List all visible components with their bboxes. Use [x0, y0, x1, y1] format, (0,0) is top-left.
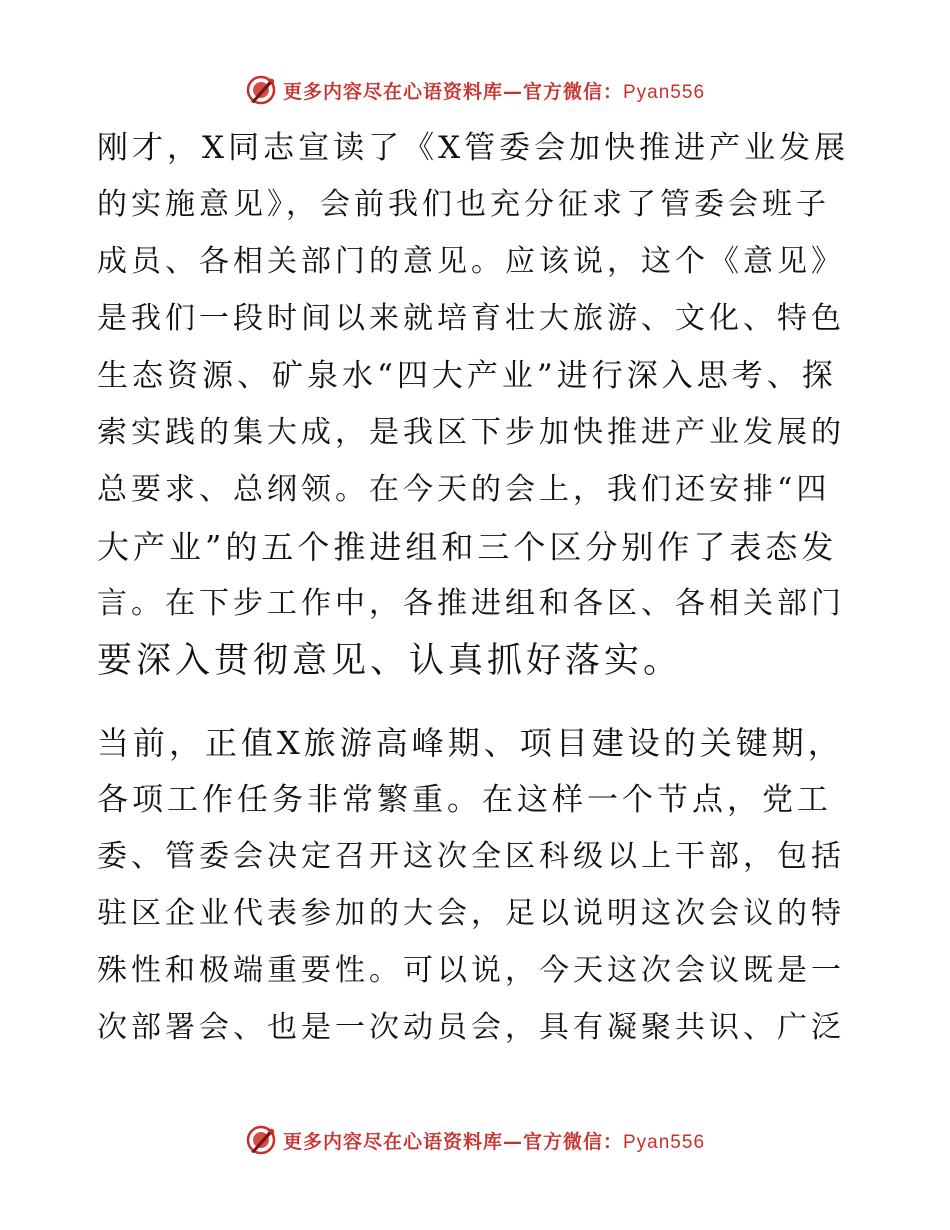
footer-banner-wechat-id: Pyan556 — [623, 1131, 706, 1153]
paragraph-2-line-4: 驻区企业代表参加的大会，足以说明这次会议的特 — [97, 896, 845, 931]
paragraph-1-line-3: 成员、各相关部门的意见。应该说，这个《意见》 — [97, 244, 845, 279]
footer-banner-dash: — — [502, 1130, 523, 1153]
paragraph-2-line-2: 各项工作任务非常繁重。在这样一个节点，党工 — [97, 782, 832, 818]
paragraph-2-line-5: 殊性和极端重要性。可以说，今天这次会议既是一 — [97, 953, 845, 988]
paragraph-1-line-1: 刚才，X同志宣读了《X管委会加快推进产业发展 — [97, 130, 850, 166]
banner-dash: — — [502, 80, 523, 103]
footer-banner-text — [283, 1127, 705, 1154]
paragraph-1-line-6: 索实践的集大成，是我区下步加快推进产业发展的 — [97, 415, 845, 450]
footer-banner-official-label: 官方微信： — [522, 1130, 623, 1153]
banner-official-label: 官方微信： — [522, 80, 623, 103]
paragraph-1-line-10: 要深入贯彻意见、认真抓好落实。 — [97, 641, 683, 681]
paragraph-1-line-9: 言。在下步工作中，各推进组和各区、各相关部门 — [97, 586, 845, 621]
banner-wechat-id: Pyan556 — [623, 81, 706, 103]
paragraph-2-line-3: 委、管委会决定召开这次全区科级以上干部，包括 — [97, 839, 845, 874]
quill-pen-logo-icon — [245, 1124, 277, 1156]
paragraph-1-line-4: 是我们一段时间以来就培育壮大旅游、文化、特色 — [97, 301, 845, 336]
paragraph-1-line-8: 大产业”的五个推进组和三个区分别作了表态发 — [97, 528, 838, 566]
paragraph-2-line-6: 次部署会、也是一次动员会，具有凝聚共识、广泛 — [97, 1010, 845, 1045]
footer-banner — [0, 1120, 950, 1160]
paragraph-2-line-1: 当前，正值X旅游高峰期、项目建设的关键期， — [97, 724, 844, 762]
footer-banner-main-text: 更多内容尽在心语资料库 — [282, 1130, 503, 1153]
banner-main-text: 更多内容尽在心语资料库 — [282, 80, 503, 103]
paragraph-1-line-7: 总要求、总纲领。在今天的会上，我们还安排“四 — [97, 472, 831, 507]
paragraph-1-line-5: 生态资源、矿泉水“四大产业”进行深入思考、探 — [97, 358, 837, 394]
paragraph-1-line-2: 的实施意见》，会前我们也充分征求了管委会班子 — [97, 187, 830, 222]
